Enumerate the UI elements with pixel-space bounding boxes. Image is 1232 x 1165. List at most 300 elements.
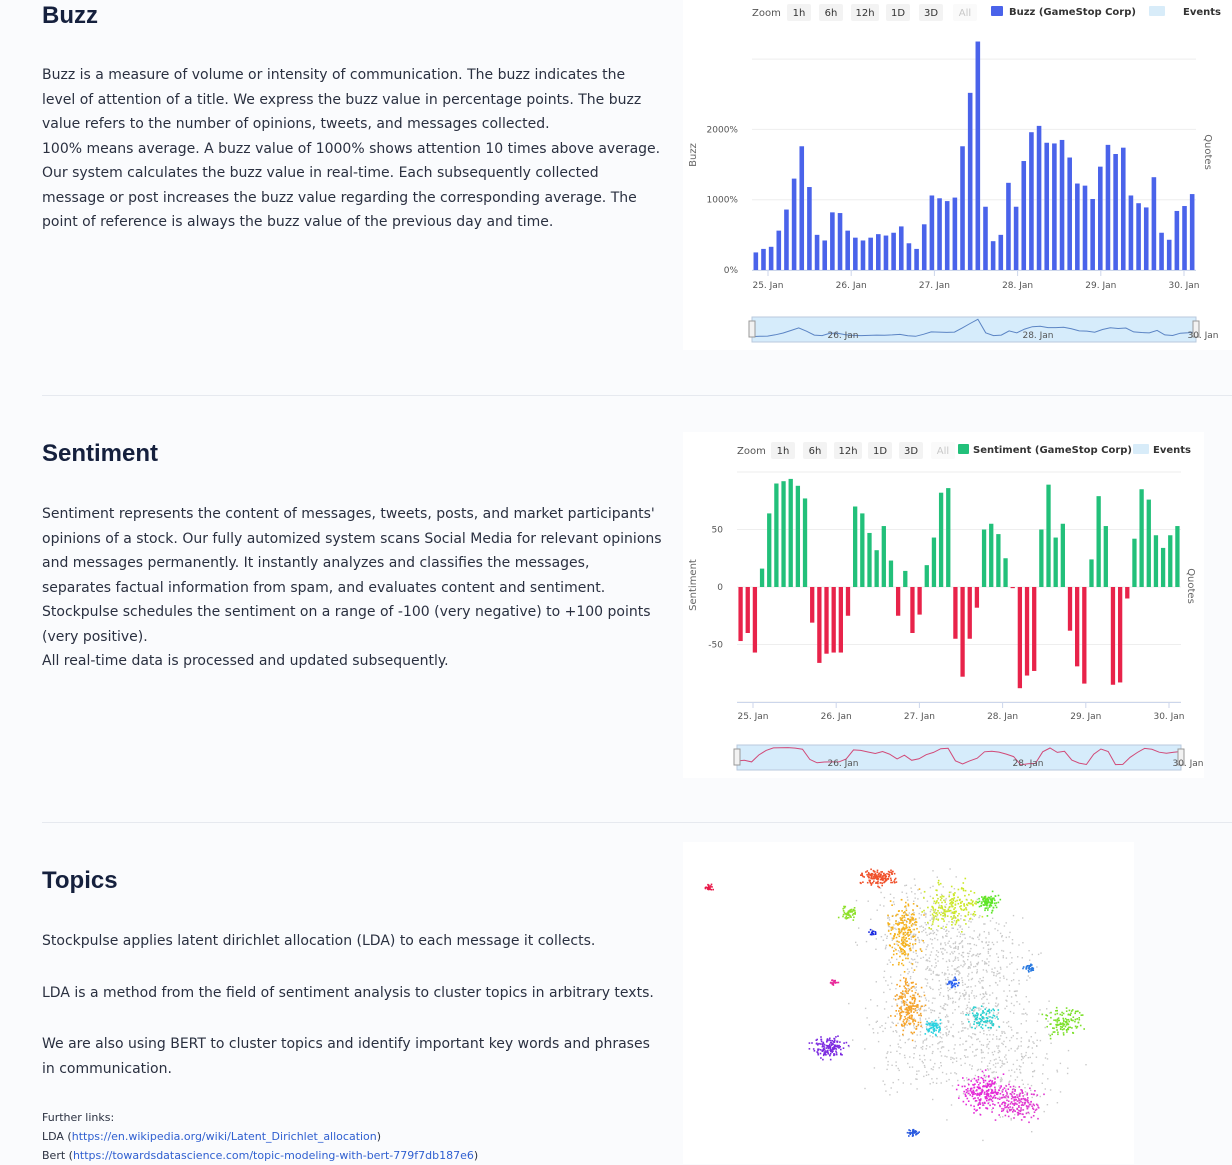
topic-point	[905, 1018, 907, 1020]
buzz-bar[interactable]	[1006, 183, 1011, 270]
sentiment-positive-bar[interactable]	[1003, 558, 1007, 587]
topic-point	[994, 1077, 995, 1078]
topic-point	[1027, 1097, 1029, 1099]
buzz-bar[interactable]	[1144, 207, 1149, 270]
sentiment-positive-bar[interactable]	[796, 486, 800, 587]
buzz-bar[interactable]	[891, 233, 896, 270]
topic-point	[904, 928, 906, 930]
topic-point	[989, 1063, 990, 1064]
sentiment-positive-bar[interactable]	[939, 493, 943, 587]
topic-point	[910, 1003, 912, 1005]
topic-point	[988, 949, 989, 950]
sentiment-negative-bar[interactable]	[1125, 587, 1129, 599]
topic-point	[1042, 1073, 1043, 1074]
topic-point	[855, 942, 856, 943]
topic-point	[996, 922, 997, 923]
sentiment-positive-bar[interactable]	[875, 550, 879, 587]
topic-point	[975, 1075, 976, 1076]
sentiment-negative-bar[interactable]	[753, 587, 757, 653]
topic-point	[932, 1051, 933, 1052]
buzz-bar[interactable]	[784, 210, 789, 270]
zoom-button-6h[interactable]	[819, 4, 843, 21]
sentiment-negative-bar[interactable]	[968, 587, 972, 639]
topic-point	[981, 1061, 982, 1062]
topic-point	[874, 1067, 875, 1068]
topic-point	[990, 1023, 992, 1025]
sentiment-negative-bar[interactable]	[824, 587, 828, 654]
topic-point	[894, 873, 896, 875]
buzz-bar[interactable]	[976, 42, 981, 270]
sentiment-positive-bar[interactable]	[767, 513, 771, 587]
buzz-bar[interactable]	[868, 238, 873, 270]
topic-point	[971, 903, 973, 905]
topic-point	[912, 1005, 914, 1007]
topic-point	[1029, 977, 1030, 978]
buzz-bar[interactable]	[937, 198, 942, 270]
topic-point	[945, 979, 946, 980]
buzz-bar[interactable]	[1044, 143, 1049, 270]
topic-point	[896, 953, 898, 955]
sentiment-positive-bar[interactable]	[1139, 489, 1143, 587]
buzz-bar[interactable]	[1075, 184, 1080, 270]
zoom-button-all[interactable]	[931, 442, 955, 459]
sentiment-positive-bar[interactable]	[803, 498, 807, 587]
buzz-bar[interactable]	[930, 195, 935, 270]
topic-point	[970, 964, 971, 965]
topic-point	[980, 1026, 982, 1028]
sentiment-positive-bar[interactable]	[1104, 526, 1108, 587]
buzz-bar[interactable]	[1136, 203, 1141, 270]
sentiment-negative-bar[interactable]	[910, 587, 914, 633]
sentiment-negative-bar[interactable]	[1018, 587, 1022, 688]
buzz-bar[interactable]	[761, 249, 766, 270]
zoom-button-1h[interactable]	[771, 442, 795, 459]
topic-point	[888, 876, 890, 878]
sentiment-positive-bar[interactable]	[1097, 496, 1101, 587]
topic-point	[1056, 1070, 1057, 1071]
buzz-bar[interactable]	[960, 146, 965, 270]
sentiment-positive-bar[interactable]	[774, 484, 778, 588]
sentiment-negative-bar[interactable]	[1075, 587, 1079, 666]
buzz-bar[interactable]	[884, 236, 889, 270]
sentiment-positive-bar[interactable]	[1154, 535, 1158, 587]
buzz-bar[interactable]	[899, 226, 904, 270]
buzz-bar[interactable]	[1037, 126, 1042, 270]
zoom-button-1d[interactable]	[868, 442, 892, 459]
topic-point	[943, 1046, 944, 1047]
topic-point	[993, 1012, 994, 1013]
sentiment-negative-bar[interactable]	[846, 587, 850, 616]
buzz-bar[interactable]	[777, 231, 782, 270]
sentiment-negative-bar[interactable]	[1032, 587, 1036, 671]
topic-point	[884, 971, 885, 972]
legend-buzz[interactable]	[991, 6, 1136, 18]
sentiment-negative-bar[interactable]	[832, 587, 836, 653]
topic-point	[1060, 1023, 1062, 1025]
zoom-button-12h[interactable]	[851, 4, 879, 21]
topic-point	[976, 1007, 977, 1008]
topic-point	[843, 914, 845, 916]
sentiment-negative-bar[interactable]	[953, 587, 957, 639]
sentiment-positive-bar[interactable]	[860, 513, 864, 587]
topic-point	[1016, 1038, 1017, 1039]
sentiment-navigator[interactable]	[734, 745, 1204, 770]
topic-point	[896, 984, 898, 986]
sentiment-positive-bar[interactable]	[946, 488, 950, 587]
sentiment-positive-bar[interactable]	[1061, 524, 1065, 587]
topic-point	[1003, 955, 1004, 956]
sentiment-positive-bar[interactable]	[1132, 539, 1136, 587]
topic-point	[913, 1011, 915, 1013]
sentiment-negative-bar[interactable]	[1011, 587, 1015, 588]
buzz-bar[interactable]	[1121, 148, 1126, 270]
topic-point	[1015, 1097, 1017, 1099]
zoom-button-6h[interactable]	[803, 442, 827, 459]
topic-point	[954, 892, 956, 894]
topic-point	[914, 929, 916, 931]
sentiment-negative-bar[interactable]	[738, 587, 742, 641]
topic-point	[1022, 1095, 1024, 1097]
buzz-bar[interactable]	[845, 231, 850, 270]
topic-point	[1078, 1022, 1080, 1024]
topic-point	[977, 1097, 979, 1099]
topic-point	[997, 930, 998, 931]
topic-point	[932, 979, 933, 980]
topic-point	[973, 966, 974, 967]
sentiment-positive-bar[interactable]	[760, 569, 764, 587]
topic-point	[912, 1019, 914, 1021]
sentiment-positive-bar[interactable]	[853, 507, 857, 588]
zoom-button-1h[interactable]	[787, 4, 811, 21]
buzz-bar[interactable]	[1098, 167, 1103, 270]
topic-point	[1063, 1013, 1065, 1015]
topic-point	[1018, 1100, 1020, 1102]
topic-point	[962, 1077, 964, 1079]
topic-point	[1022, 1080, 1023, 1081]
topic-point	[974, 916, 975, 917]
topic-point	[825, 1052, 827, 1054]
topic-point	[941, 1041, 942, 1042]
sentiment-negative-bar[interactable]	[817, 587, 821, 663]
topic-point	[1011, 1101, 1013, 1103]
topic-point	[994, 1059, 995, 1060]
topic-point	[899, 933, 901, 935]
sentiment-positive-bar[interactable]	[889, 561, 893, 587]
topic-point	[953, 1036, 954, 1037]
zoom-button-12h[interactable]	[834, 442, 862, 459]
topic-point	[820, 1039, 822, 1041]
topic-point	[872, 931, 874, 933]
topic-point	[1011, 1098, 1013, 1100]
topic-point	[963, 964, 964, 965]
sentiment-positive-bar[interactable]	[1168, 535, 1172, 587]
buzz-bar[interactable]	[822, 240, 827, 270]
bert-link[interactable]: https://towardsdatascience.com/topic-modeling-with-bert-779f7db187e6	[72, 1149, 474, 1162]
buzz-bar[interactable]	[1159, 233, 1164, 270]
topic-point	[909, 945, 911, 947]
buzz-bar[interactable]	[1190, 194, 1195, 270]
topic-point	[915, 1028, 917, 1030]
buzz-bar[interactable]	[1029, 132, 1034, 270]
buzz-bar[interactable]	[769, 247, 774, 270]
topic-point	[999, 1097, 1000, 1098]
buzz-navigator[interactable]	[749, 317, 1219, 342]
buzz-bar[interactable]	[754, 252, 759, 270]
buzz-bar[interactable]	[1067, 158, 1072, 270]
topic-point	[984, 910, 986, 912]
sentiment-positive-bar[interactable]	[1039, 530, 1043, 588]
topic-point	[913, 933, 914, 934]
topic-point	[946, 1029, 947, 1030]
sentiment-negative-bar[interactable]	[917, 587, 921, 615]
topic-point	[932, 1010, 933, 1011]
topic-point	[959, 943, 960, 944]
buzz-bar[interactable]	[1175, 211, 1180, 270]
buzz-bar[interactable]	[945, 201, 950, 270]
topic-point	[975, 1100, 977, 1102]
buzz-bar[interactable]	[807, 187, 812, 270]
topic-point	[912, 944, 914, 946]
topic-point	[948, 921, 949, 922]
sentiment-positive-bar[interactable]	[1147, 500, 1151, 587]
sentiment-positive-bar[interactable]	[925, 565, 929, 587]
topic-point	[1057, 1032, 1059, 1034]
topic-point	[914, 878, 915, 879]
topic-point	[857, 944, 858, 945]
topic-point	[925, 913, 926, 914]
topic-point	[966, 909, 968, 911]
buzz-bar[interactable]	[1113, 154, 1118, 270]
topic-point	[1018, 1106, 1020, 1108]
sentiment-positive-bar[interactable]	[989, 524, 993, 587]
sentiment-positive-bar[interactable]	[996, 534, 1000, 587]
sentiment-positive-bar[interactable]	[1089, 559, 1093, 587]
topic-point	[950, 1059, 951, 1060]
topic-point	[987, 1068, 988, 1069]
buzz-bar[interactable]	[907, 243, 912, 270]
sentiment-positive-bar[interactable]	[1175, 526, 1179, 587]
buzz-bar[interactable]	[914, 249, 919, 270]
y-tick-label: 0%	[723, 266, 738, 276]
topic-point	[1045, 1027, 1046, 1028]
sentiment-negative-bar[interactable]	[1068, 587, 1072, 631]
topic-point	[959, 899, 961, 901]
navigator-left-handle[interactable]	[734, 749, 740, 765]
sentiment-negative-bar[interactable]	[746, 587, 750, 633]
topic-point	[1023, 966, 1025, 968]
topic-point	[877, 870, 879, 872]
buzz-bar[interactable]	[1182, 206, 1187, 270]
buzz-bar[interactable]	[853, 238, 858, 270]
sentiment-negative-bar[interactable]	[896, 587, 900, 616]
topic-point	[992, 1107, 994, 1109]
topic-point	[949, 906, 951, 908]
buzz-bar[interactable]	[991, 241, 996, 270]
topic-point	[958, 1097, 960, 1099]
topic-point	[962, 1011, 963, 1012]
legend-events[interactable]	[1133, 444, 1191, 456]
legend-sentiment[interactable]	[958, 444, 1132, 456]
topic-point	[954, 959, 955, 960]
topic-point	[957, 897, 959, 899]
topic-point	[913, 951, 914, 952]
topic-point	[912, 995, 914, 997]
zoom-button-3d[interactable]	[899, 442, 923, 459]
topic-point	[892, 882, 894, 884]
topic-point	[923, 1062, 924, 1063]
topic-point	[994, 967, 995, 968]
sentiment-negative-bar[interactable]	[810, 587, 814, 623]
buzz-bar[interactable]	[1090, 199, 1095, 270]
sentiment-negative-bar[interactable]	[1025, 587, 1029, 676]
topic-point	[1015, 1079, 1016, 1080]
topic-point	[904, 994, 906, 996]
buzz-bar[interactable]	[792, 179, 797, 270]
topic-point	[1034, 1111, 1036, 1113]
buzz-bar[interactable]	[815, 235, 820, 270]
topic-point	[930, 928, 932, 930]
topic-point	[912, 947, 913, 948]
topic-point	[900, 992, 902, 994]
navigator-left-handle[interactable]	[749, 321, 755, 337]
topic-point	[981, 1050, 982, 1051]
topic-point	[1020, 1113, 1022, 1115]
sentiment-positive-bar[interactable]	[903, 571, 907, 587]
buzz-bar[interactable]	[799, 146, 804, 270]
topic-point	[1018, 1105, 1020, 1107]
topic-point	[954, 980, 956, 982]
topic-point	[893, 935, 895, 937]
topic-point	[952, 1062, 953, 1063]
topic-point	[995, 1089, 997, 1091]
topic-point	[932, 1036, 933, 1037]
topic-point	[904, 943, 906, 945]
buzz-bar[interactable]	[830, 212, 835, 270]
sentiment-positive-bar[interactable]	[882, 526, 886, 587]
buzz-bar[interactable]	[983, 207, 988, 270]
sentiment-negative-bar[interactable]	[975, 587, 979, 608]
sentiment-y-axis-title: Sentiment	[688, 559, 699, 611]
sentiment-positive-bar[interactable]	[1046, 485, 1050, 587]
buzz-bar[interactable]	[1021, 161, 1026, 270]
buzz-bar[interactable]	[1106, 145, 1111, 270]
topic-point	[870, 875, 872, 877]
buzz-bar[interactable]	[1014, 207, 1019, 270]
topic-point	[926, 1048, 927, 1049]
sentiment-positive-bar[interactable]	[1161, 548, 1165, 587]
topic-point	[1017, 1048, 1018, 1049]
topic-point	[979, 1018, 981, 1020]
topic-point	[936, 974, 937, 975]
topic-point	[863, 876, 865, 878]
topic-point	[907, 1025, 908, 1026]
buzz-bar[interactable]	[999, 235, 1004, 270]
topic-point	[1036, 1045, 1037, 1046]
topic-point	[882, 875, 884, 877]
sentiment-positive-bar[interactable]	[1054, 538, 1058, 587]
topic-point	[1030, 1090, 1031, 1091]
sentiment-positive-bar[interactable]	[789, 479, 793, 587]
sentiment-negative-bar[interactable]	[1118, 587, 1122, 682]
zoom-button-3d[interactable]	[919, 4, 943, 21]
sentiment-negative-bar[interactable]	[839, 587, 843, 653]
topic-point	[1012, 939, 1013, 940]
buzz-bar[interactable]	[876, 234, 881, 270]
topic-point	[904, 1016, 906, 1018]
topic-point	[922, 940, 924, 942]
topic-point	[1021, 1053, 1022, 1054]
zoom-button-1d[interactable]	[886, 4, 910, 21]
topic-point	[944, 909, 946, 911]
topic-point	[884, 1084, 885, 1085]
buzz-bar[interactable]	[1167, 240, 1172, 270]
topic-point	[954, 1044, 955, 1045]
topic-point	[1006, 1092, 1008, 1094]
sentiment-negative-bar[interactable]	[960, 587, 964, 677]
topic-point	[958, 974, 959, 975]
sentiment-positive-bar[interactable]	[982, 530, 986, 588]
sentiment-positive-bar[interactable]	[781, 481, 785, 587]
buzz-bar[interactable]	[1083, 186, 1088, 270]
topic-point	[899, 951, 900, 952]
buzz-bar[interactable]	[838, 213, 843, 270]
topic-point	[1000, 1035, 1001, 1036]
sentiment-negative-bar[interactable]	[1082, 587, 1086, 684]
sentiment-negative-bar[interactable]	[1111, 587, 1115, 685]
topic-point	[902, 959, 904, 961]
topic-point	[976, 1080, 978, 1082]
topic-point	[913, 945, 914, 946]
buzz-bar[interactable]	[861, 240, 866, 270]
topic-point	[1072, 1009, 1074, 1011]
legend-events[interactable]	[1149, 6, 1221, 18]
buzz-bar[interactable]	[1129, 195, 1134, 270]
buzz-bar[interactable]	[1052, 143, 1057, 270]
buzz-bar[interactable]	[968, 93, 973, 270]
topic-point	[818, 1054, 820, 1056]
topic-point	[968, 956, 969, 957]
topic-point	[1024, 1094, 1025, 1095]
topic-point	[912, 999, 914, 1001]
buzz-bar[interactable]	[953, 198, 958, 270]
topic-point	[888, 871, 890, 873]
topic-point	[919, 888, 921, 890]
topic-point	[921, 987, 923, 989]
topic-point	[1070, 1013, 1072, 1015]
topic-point	[933, 1066, 934, 1067]
topic-point	[958, 1084, 960, 1086]
buzz-bar[interactable]	[1152, 177, 1157, 270]
sentiment-positive-bar[interactable]	[932, 538, 936, 587]
buzz-bar[interactable]	[1060, 140, 1065, 270]
topic-point	[1000, 1093, 1002, 1095]
topic-point	[1024, 1056, 1025, 1057]
svg-text:1D: 1D	[890, 8, 906, 19]
buzz-bar[interactable]	[922, 224, 927, 270]
topic-point	[954, 968, 955, 969]
topic-point	[1017, 1096, 1019, 1098]
topic-point	[906, 937, 908, 939]
topic-point	[876, 938, 877, 939]
sentiment-positive-bar[interactable]	[867, 533, 871, 587]
topic-point	[1003, 1041, 1004, 1042]
topic-point	[932, 921, 934, 923]
topic-point	[898, 1068, 899, 1069]
zoom-button-all[interactable]	[953, 4, 977, 21]
topic-point	[973, 1015, 975, 1017]
lda-link[interactable]: https://en.wikipedia.org/wiki/Latent_Dirichlet_allocation	[71, 1130, 377, 1143]
topic-point	[916, 1071, 917, 1072]
